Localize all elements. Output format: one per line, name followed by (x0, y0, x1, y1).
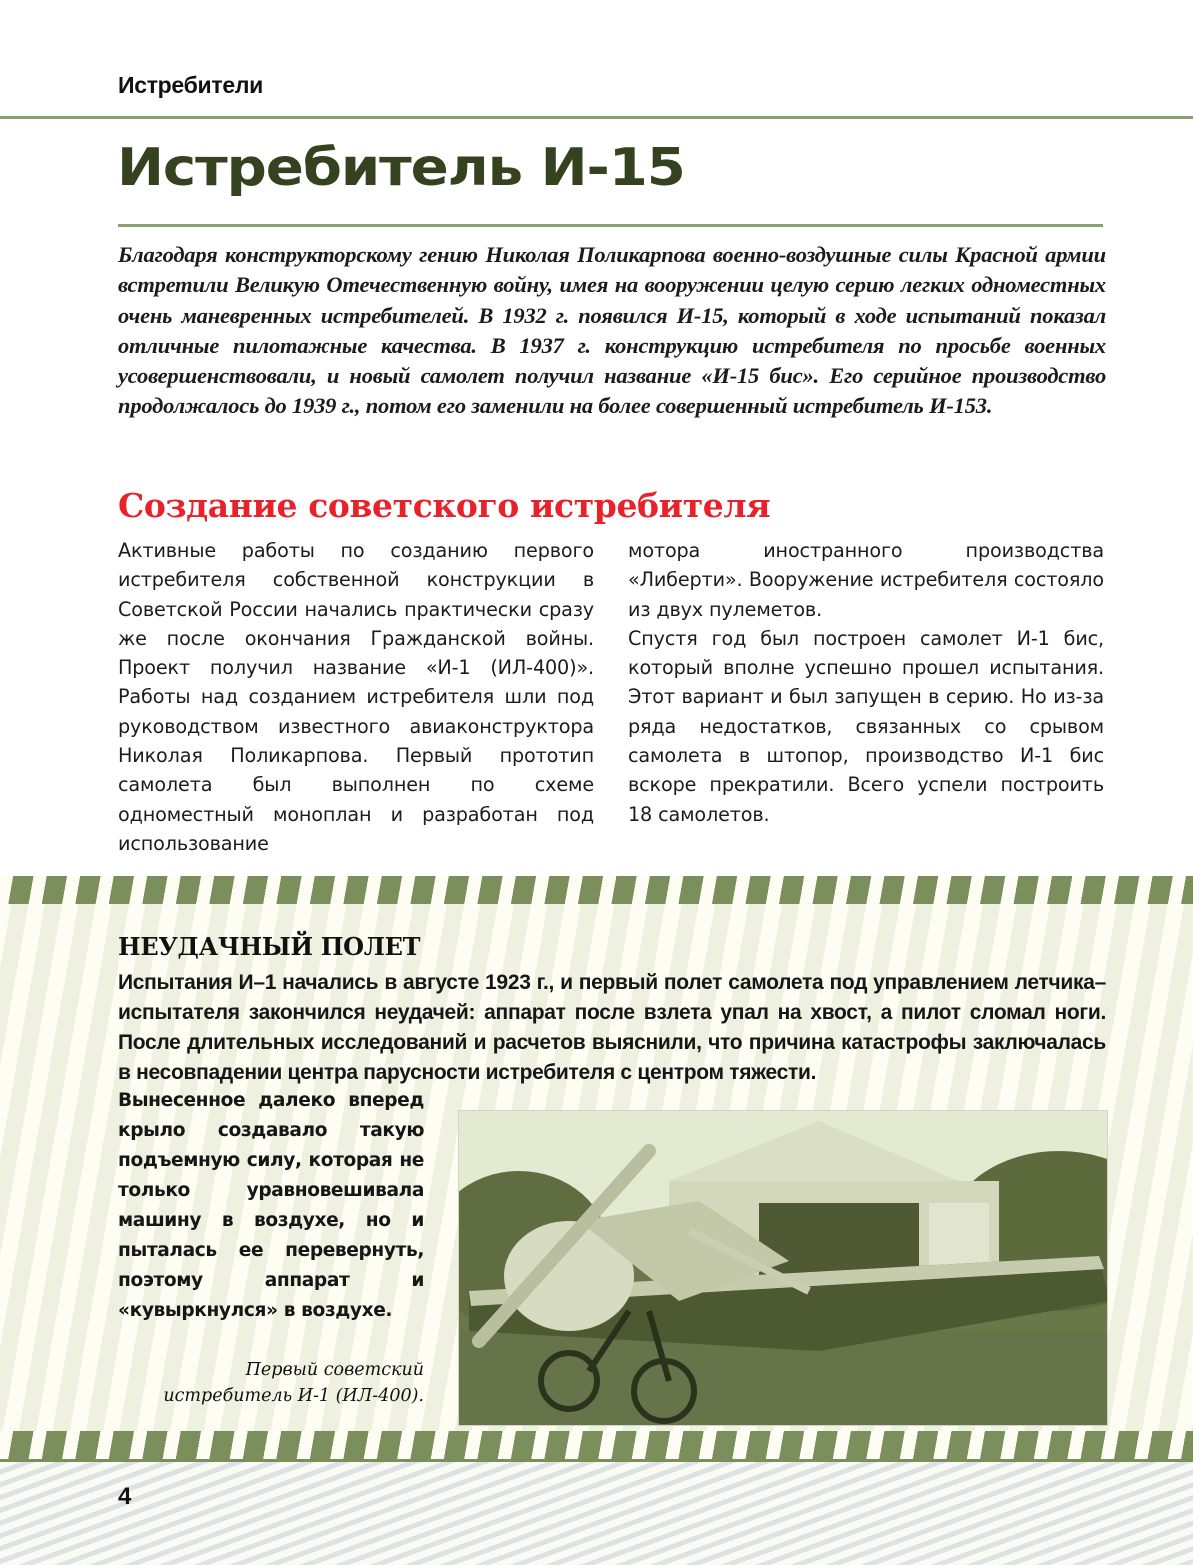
aircraft-illustration (459, 1111, 1108, 1426)
sidebar-text-wide: Испытания И–1 начались в августе 1923 г., и первый полет самолета под управлением летчика–испытателя закончился неудачей: аппарат после взлета упал на хвост, а пилот сломал ноги. После длительных исследований и расчетов выяснили, что причина катастрофы заключалась в несовпадении центра парусности истребителя с центром тяжести. (118, 971, 1106, 1084)
body-paragraph: Спустя год был построен самолет И-1 бис, который вполне успешно прошел испытания. Этот вариант и был запущен в серию. Но из-за ряда недостатков, связанных со срывом самолета в штопор, производство И-1 бис вскоре прекратили. Всего успели построить 18 самолетов. (628, 626, 1104, 826)
page-title: Истребитель И-15 (117, 138, 685, 198)
lead-paragraph: Благодаря конструкторскому гению Николая Поликарпова военно-воздушные силы Красной армии встретили Великую Отечественную войну, имея на вооружении целую серию легких одноместных очень маневренных истребителей. В 1932 г. появился И-15, который в ходе испытаний показал отличные пилотажные качества. В 1937 г. конструкцию истребителя по просьбе военных усовершенствовали, и новый самолет получил название «И-15 бис». Его серийное производство продолжалось до 1939 г., потом его заменили на более совершенный истребитель И-153. (118, 242, 1106, 419)
header-divider (0, 116, 1193, 119)
running-head: Истребители (118, 72, 263, 98)
stripe-border-top (0, 876, 1193, 904)
aircraft-photo (458, 1110, 1108, 1426)
photo-caption: Первый советский истребитель И-1 (ИЛ-400). (163, 1360, 424, 1406)
body-paragraph: мотора иностранного производства «Либерти». Вооружение истребителя состояло из двух пулеметов. (628, 539, 1104, 621)
stripe-border-bottom (0, 1431, 1193, 1459)
body-column-left (118, 536, 594, 858)
title-divider (118, 224, 1103, 227)
sidebar-text-narrow: Вынесенное далеко вперед крыло создавало такую подъемную силу, которая не только уравновешивала машину в воздухе, но и пыталась ее перевернуть, поэтому аппарат и «кувыркнулся» в воздухе. (118, 1090, 424, 1321)
sidebar-heading: НЕУДАЧНЫЙ ПОЛЕТ (118, 932, 421, 961)
body-column-right (628, 536, 1104, 829)
section-heading: Создание советского истребителя (118, 486, 771, 525)
page-number: 4 (118, 1483, 132, 1510)
body-paragraph: Активные работы по созданию первого истребителя собственной конструкции в Советской России начались практически сразу же после окончания Гражданской войны. Проект получил название «И-1 (ИЛ-400)». Работы над созданием истребителя шли под руководством известного авиаконструктора Николая Поликарпова. Первый прототип самолета был выполнен по схеме одноместный моноплан и разработан под использование (118, 539, 594, 855)
footer-hatch-pattern (0, 1462, 1193, 1565)
